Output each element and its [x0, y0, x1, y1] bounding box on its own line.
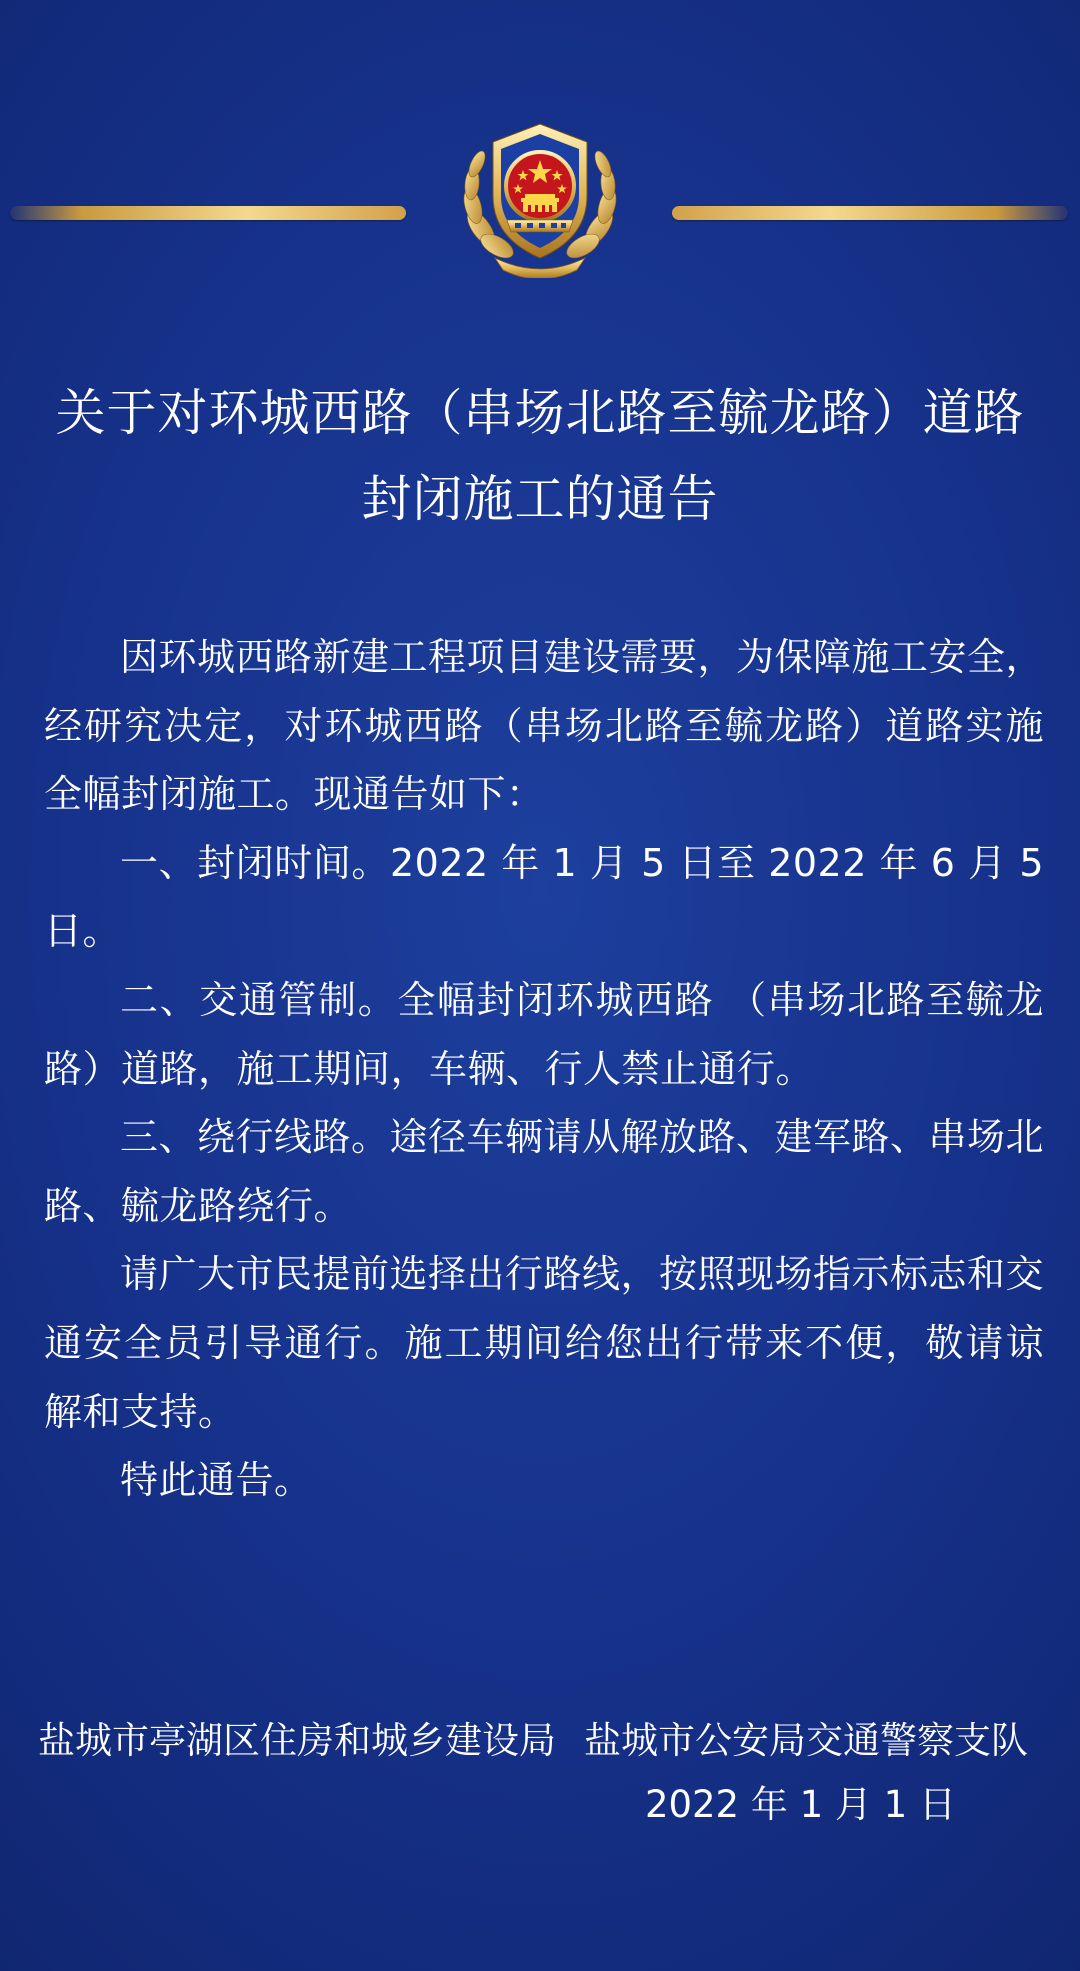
issuers — [38, 1709, 1028, 1773]
title-line-2: 封闭施工的通告 — [361, 469, 719, 528]
paragraph-closure-time: 一、封闭时间。2022 年 1 月 5 日至 2022 年 6 月 5 日。 — [44, 840, 1044, 954]
paragraph-traffic-control: 二、交通管制。全幅封闭环城西路 （串场北路至毓龙路）道路，施工期间，车辆、行人禁止通行。 — [44, 977, 1044, 1091]
left-gold-divider — [10, 206, 406, 220]
notice-body — [44, 623, 1044, 1515]
issue-date: 2022 年 1 月 1 日 — [644, 1783, 956, 1826]
page-title — [0, 370, 1080, 542]
right-gold-divider — [672, 206, 1068, 220]
paragraph-detour-route: 三、绕行线路。途径车辆请从解放路、建军路、串场北路、毓龙路绕行。 — [44, 1115, 1045, 1228]
police-emblem-icon — [455, 118, 625, 278]
paragraph-request: 请广大市民提前选择出行路线，按照现场指示标志和交通安全员引导通行。施工期间给您出行带来不便，敬请谅解和支持。 — [44, 1252, 1045, 1434]
paragraph-intro: 因环城西路新建工程项目建设需要，为保障施工安全，经研究决定，对环城西路（串场北路至毓龙路）道路实施全幅封闭施工。现通告如下： — [44, 635, 1045, 817]
issuer-traffic-police: 盐城市公安局交通警察支队 — [584, 1719, 1028, 1762]
title-line-1: 关于对环城西路（串场北路至毓龙路）道路 — [55, 383, 1025, 442]
paragraph-closing: 特此通告。 — [120, 1458, 313, 1503]
issuer-housing-bureau: 盐城市亭湖区住房和城乡建设局 — [38, 1719, 556, 1762]
